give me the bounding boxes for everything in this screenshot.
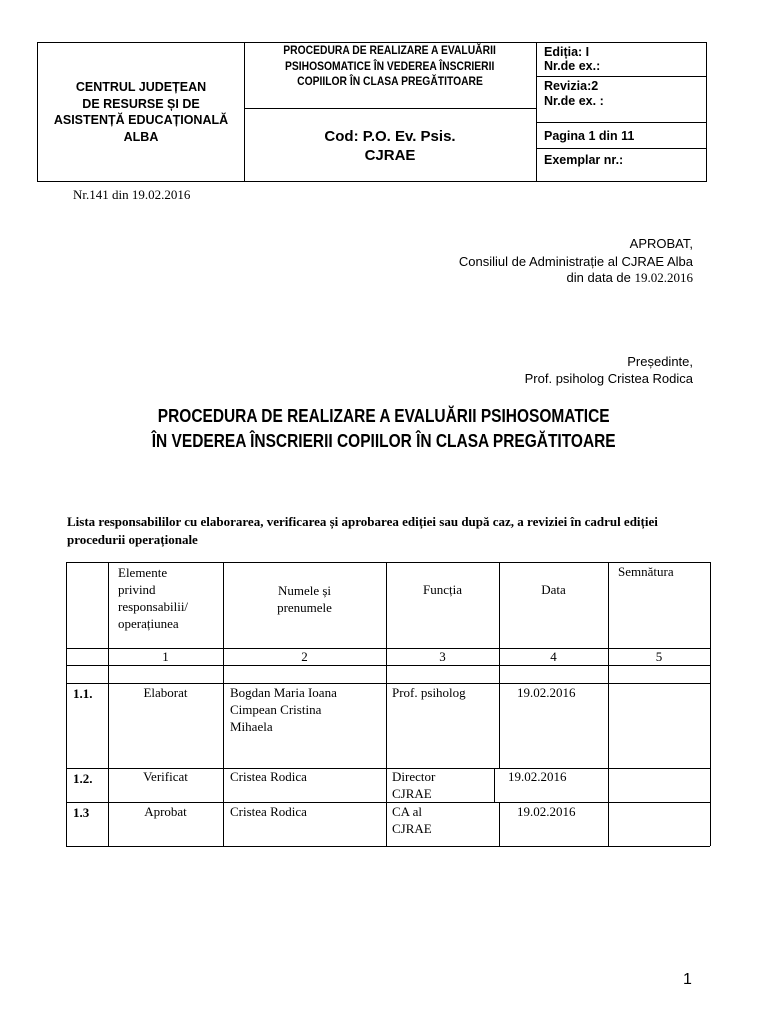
header-divider <box>536 43 537 181</box>
org-line: ALBA <box>123 129 159 144</box>
table-rule <box>499 802 500 846</box>
person-name: Cristea Rodica <box>230 804 307 819</box>
column-number: 4 <box>550 649 557 664</box>
row-number: 1.3 <box>73 805 90 820</box>
header-line: privind <box>118 582 156 597</box>
header-semnatura: Semnătura <box>618 564 674 579</box>
code-line: Cod: P.O. Ev. Psis. <box>324 128 456 145</box>
function-line: CJRAE <box>392 786 432 801</box>
copies-label: Nr.de ex.: <box>544 59 601 73</box>
table-rule <box>710 562 711 846</box>
responsibles-table <box>66 562 710 846</box>
header-data: Data <box>541 582 566 597</box>
exemplar-label: Exemplar nr.: <box>544 153 624 167</box>
header-divider <box>536 148 706 149</box>
column-number: 5 <box>655 649 663 664</box>
table-rule <box>66 562 67 846</box>
person-name: Cimpean Cristina <box>230 702 322 717</box>
row-names <box>230 684 337 735</box>
president-name: Prof. psiholog Cristea Rodica <box>524 371 693 386</box>
row-date: 19.02.2016 <box>508 769 567 784</box>
person-name: Cristea Rodica <box>230 769 307 784</box>
page-number: 1 <box>683 971 692 988</box>
row-operation: Aprobat <box>144 804 187 819</box>
organization-name <box>38 79 244 145</box>
function-line: CJRAE <box>392 821 432 836</box>
document-header-table <box>37 42 707 182</box>
document-title <box>0 404 768 454</box>
person-name: Mihaela <box>230 719 273 734</box>
approval-council: Consiliul de Administrație al CJRAE Alba <box>458 254 693 269</box>
procedure-code <box>244 127 536 165</box>
code-line: CJRAE <box>364 147 416 164</box>
page-info: Pagina 1 din 11 <box>544 129 635 143</box>
copies-label: Nr.de ex. : <box>544 94 604 108</box>
approval-date-prefix: din data de <box>566 270 635 285</box>
header-divider <box>244 108 536 109</box>
header-line: Elemente <box>118 565 168 580</box>
edition-label: Ediția: I <box>544 45 590 59</box>
responsibles-intro: Lista responsabililor cu elaborarea, verificarea și aprobarea ediției sau după caz, a reviziei în cadrul ediției procedurii operaționale <box>67 514 658 547</box>
row-number: 1.1. <box>73 686 93 701</box>
revision-label: Revizia:2 <box>544 79 599 93</box>
row-date: 19.02.2016 <box>517 685 576 700</box>
title-line: PROCEDURA DE REALIZARE A EVALUĂRII PSIHOSOMATICE <box>158 406 610 426</box>
table-rule <box>608 562 609 846</box>
org-line: DE RESURSE ȘI DE <box>82 96 200 111</box>
approval-date: 19.02.2016 <box>634 270 693 285</box>
table-rule <box>494 768 495 802</box>
org-line: ASISTENȚĂ EDUCAȚIONALĂ <box>53 113 229 127</box>
approval-date-line <box>567 270 693 286</box>
table-rule <box>386 562 387 846</box>
table-rule <box>66 665 710 666</box>
column-number: 1 <box>162 649 169 664</box>
president-label: Președinte, <box>627 354 693 369</box>
function-line: Director <box>392 769 436 784</box>
header-functia: Funcția <box>423 582 462 597</box>
header-line: operațiunea <box>118 616 179 631</box>
approval-label: APROBAT, <box>629 236 693 251</box>
column-number: 3 <box>439 649 446 664</box>
header-divider <box>536 122 706 123</box>
procedure-line: COPIILOR ÎN CLASA PREGĂTITOARE <box>297 74 483 88</box>
column-number: 2 <box>301 649 308 664</box>
procedure-name <box>244 43 536 90</box>
org-line: CENTRUL JUDEȚEAN <box>75 80 207 94</box>
header-line: responsabilii/ <box>118 599 189 614</box>
row-operation: Verificat <box>143 769 188 784</box>
header-elemente <box>118 564 188 632</box>
row-function: Prof. psiholog <box>392 685 466 700</box>
row-function <box>392 803 432 837</box>
row-number: 1.2. <box>73 771 93 786</box>
procedure-line: PSIHOSOMATICE ÎN VEDEREA ÎNSCRIERII <box>285 58 495 73</box>
header-line: Numele și <box>277 583 332 598</box>
row-date: 19.02.2016 <box>517 804 576 819</box>
function-line: CA al <box>392 804 422 819</box>
document-number: Nr.141 din 19.02.2016 <box>73 187 191 202</box>
person-name: Bogdan Maria Ioana <box>230 685 337 700</box>
row-function <box>392 768 435 802</box>
header-numele <box>223 582 386 616</box>
procedure-line: PROCEDURA DE REALIZARE A EVALUĂRII <box>283 43 497 57</box>
title-line: ÎN VEDEREA ÎNSCRIERII COPIILOR ÎN CLASA PREGĂTITOARE <box>152 431 616 451</box>
header-line: prenumele <box>277 600 332 615</box>
header-divider <box>536 76 706 77</box>
row-operation: Elaborat <box>143 685 188 700</box>
table-rule <box>66 562 710 563</box>
table-rule <box>66 846 710 847</box>
